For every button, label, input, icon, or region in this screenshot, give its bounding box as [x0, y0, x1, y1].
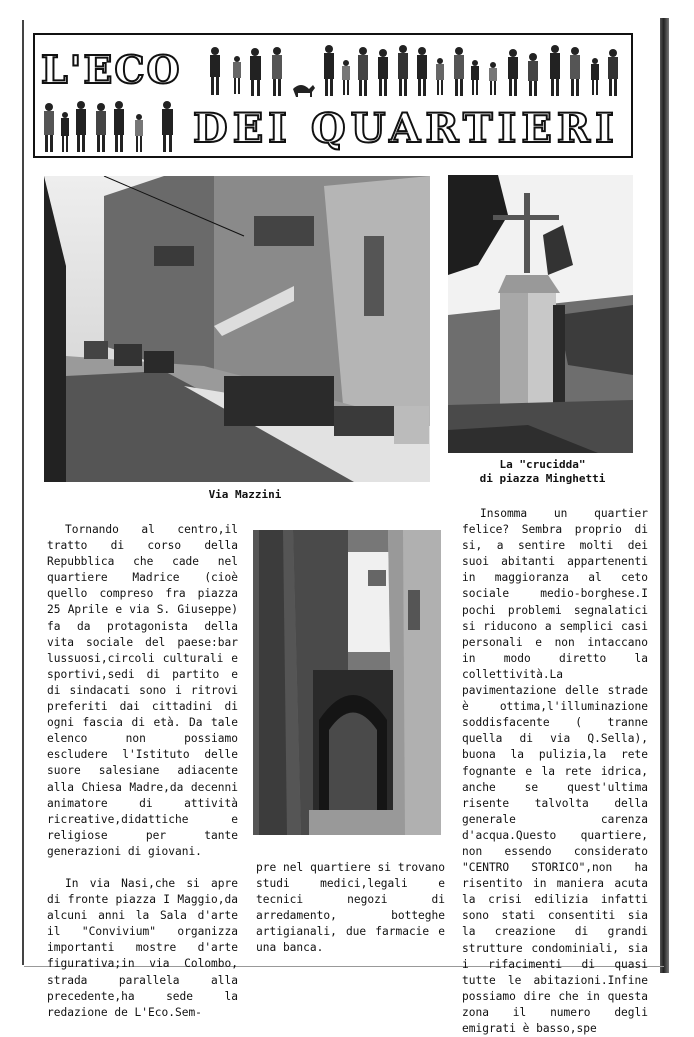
masthead	[33, 33, 633, 158]
crowd-illustration-left	[39, 97, 187, 155]
photo-alley-arch	[253, 530, 441, 835]
page-edge-left	[22, 20, 24, 965]
article-column-3	[462, 506, 648, 1037]
article-paragraph-2: In via Nasi,che si apre di fronte piazza I Maggio,da alcuni anni la Sala d'arte il "Convivium" organizza importanti mostre d'arte figurativa;in via Colombo, strada parallela alla precedente,ha sede la redazione de L'Eco.Sem-	[47, 876, 238, 1019]
article-column-1	[47, 522, 238, 1021]
caption-crucidda-line2: di piazza Minghetti	[479, 472, 606, 485]
street-scene-image	[44, 176, 430, 482]
masthead-title-line1: L'ECO	[41, 47, 182, 92]
article-paragraph-1: Tornando al centro,il tratto di corso della Repubblica che cade nel quartiere Madrice (cioè quello compreso fra piazza 25 Aprile e via S. Giuseppe) fa da protagonista della vita sociale del paese:bar lussuosi,circoli culturali e sportivi,sedi di partito e di sindacati sono i ritrovi preferiti dai cittadini di ogni fascia di età. Da tale elenco non possiamo escludere l'Istituto delle suore salesiane adiacente alla Chiesa Madre,da decenni animatore di attività ricreative,didattiche e religiose per tante generazioni di giovani.	[47, 523, 238, 858]
caption-crucidda	[450, 458, 635, 486]
photo-via-mazzini	[44, 176, 430, 482]
caption-crucidda-line1: La "crucidda"	[499, 458, 586, 471]
crowd-illustration-top	[203, 39, 631, 101]
article-paragraph-4: Insomma un quartier felice? Sembra proprio di si, a sentire molti dei suoi abitanti appartenenti in maggioranza al ceto sociale medio-borghese.I pochi problemi segnalatici si riducono a semplici casi personali e non intaccano in modo diretto la collettività.La pavimentazione delle strade è ottima,l'illuminazione soddisfacente ( tranne quella di via Q.Sella), buona la pulizia,la rete fognante e la rete idrica, anche se quest'ultima risente talvolta della generale carenza d'acqua.Questo quartiere, non essendo considerato "CENTRO STORICO",non ha risentito in maniera acuta la crisi edilizia infatti sono stati consentiti sia la creazione di grandi strutture condominiali, sia i rifacimenti di quasi tutte le abitazioni.Infine possiamo dire che in questa zona il numero degli emigrati è basso,spe	[462, 507, 648, 1035]
masthead-title-line2: DEI QUARTIERI	[193, 105, 619, 152]
article-paragraph-3: pre nel quartiere si trovano studi medici,legali e tecnici negozi di arredamento, botteghe artigianali, due farmacie e una banca.	[256, 861, 445, 955]
article-column-2	[256, 860, 445, 957]
cross-monument-image	[448, 175, 633, 453]
caption-via-mazzini: Via Mazzini	[208, 488, 282, 501]
alley-arch-image	[253, 530, 441, 835]
page-edge-right	[660, 18, 669, 973]
photo-crucidda	[448, 175, 633, 453]
